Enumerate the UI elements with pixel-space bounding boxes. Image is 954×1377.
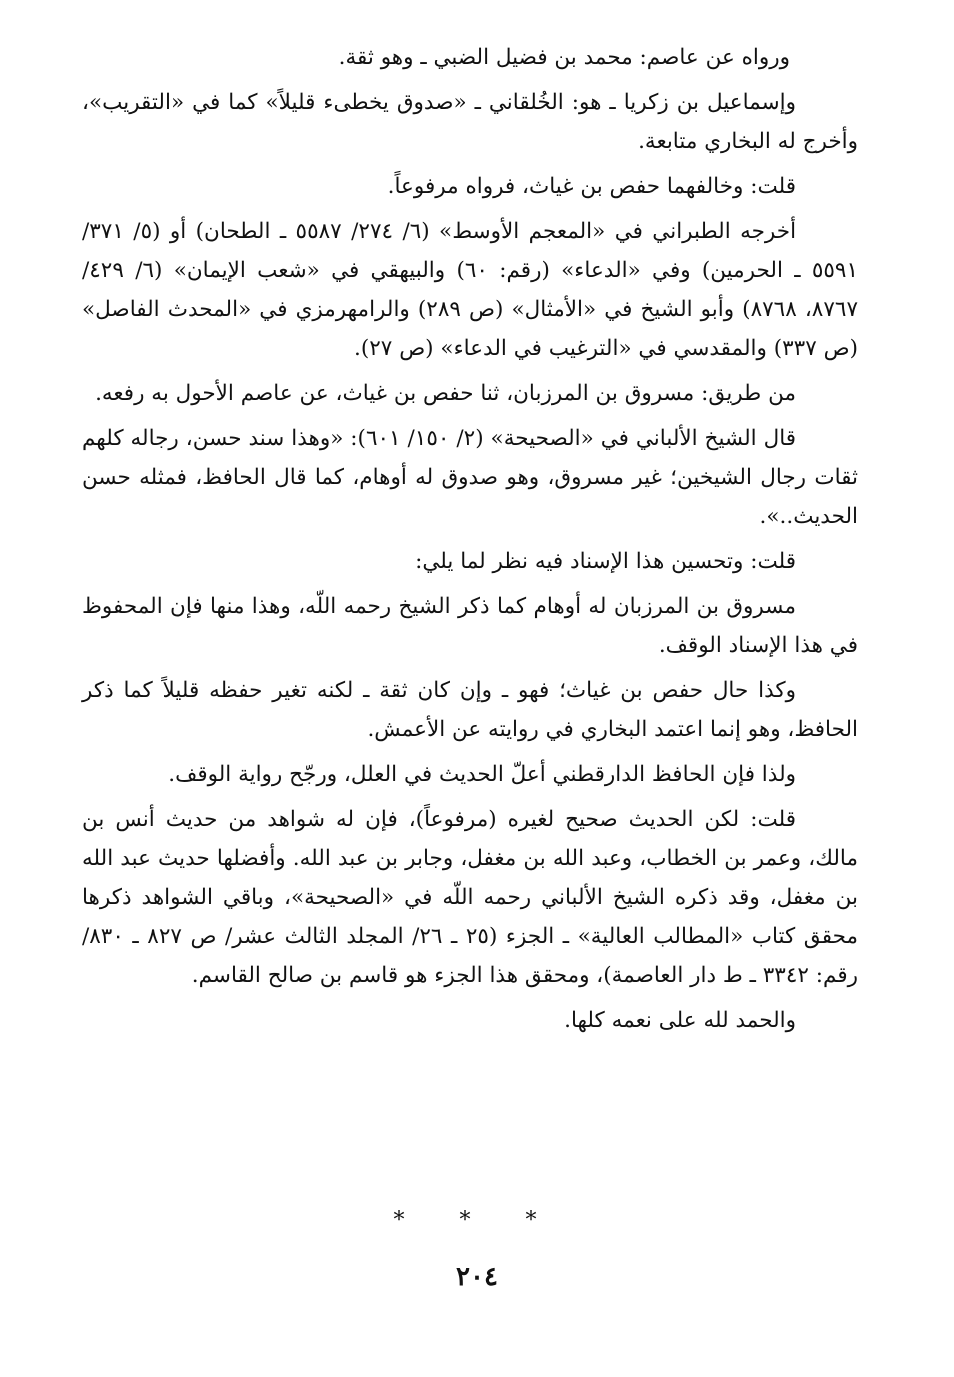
body-text (82, 38, 858, 1046)
paragraph-closing-praise: والحمد لله على نعمه كلها. (564, 1008, 796, 1033)
paragraph-masruq-errors: مسروق بن المرزبان له أوهام كما ذكر الشيخ رحمه اللّه، وهذا منها فإن المحفوظ في هذا الإسناد الوقف. (82, 594, 858, 658)
paragraph-hafs-memory: وكذا حال حفص بن غياث؛ فهو ـ وإن كان ثقة ـ لكنه تغير حفظه قليلاً كما ذكر الحافظ، وهو إنما اعتمد البخاري في روايته عن الأعمش. (82, 678, 858, 742)
paragraph-critique-intro: قلت: وتحسين هذا الإسناد فيه نظر لما يلي: (415, 549, 796, 574)
page-number: ٢٠٤ (456, 1262, 498, 1292)
paragraph-daraqutni: ولذا فإن الحافظ الدارقطني أعلّ الحديث في العلل، ورجّح رواية الوقف. (168, 762, 796, 787)
paragraph-ismail-ibn-zakariya: وإسماعيل بن زكريا ـ هو: الخُلقاني ـ «صدوق يخطىء قليلاً» كما في «التقريب»، وأخرج له البخاري متابعة. (82, 90, 858, 154)
paragraph-narration-asim: ورواه عن عاصم: محمد بن فضيل الضبي ـ وهو ثقة. (338, 45, 790, 70)
paragraph-albani-quote: قال الشيخ الألباني في «الصحيحة» (٢/ ١٥٠/ ٦٠١): «وهذا سند حسن، رجاله كلهم ثقات رجال الشيخين؛ غير مسروق، وهو صدوق له أوهام، كما قال الحافظ، فمثله حسن الحديث..». (82, 426, 858, 529)
paragraph-hafs-disagreement: قلت: وخالفهما حفص بن غياث، فرواه مرفوعاً. (387, 174, 796, 199)
section-separator: * * * (393, 1208, 561, 1233)
paragraph-chain-masruq: من طريق: مسروق بن المرزبان، ثنا حفص بن غياث، عن عاصم الأحول به رفعه. (95, 381, 796, 406)
paragraph-shawahid: قلت: لكن الحديث صحيح لغيره (مرفوعاً)، فإن له شواهد من حديث أنس بن مالك، وعمر بن الخطاب، وعبد الله بن مغفل، وجابر بن عبد الله. وأفضلها حديث عبد الله بن مغفل، وقد ذكره الشيخ الألباني رحمه اللّه في «الصحيحة»، وباقي الشواهد ذكرها محقق كتاب «المطالب العالية» ـ الجزء (٢٥ ـ ٢٦/ المجلد الثالث عشر/ ص ٨٢٧ ـ ٨٣٠/ رقم: ٣٣٤٢ ـ ط دار العاصمة)، ومحقق هذا الجزء هو قاسم بن صالح القاسم. (82, 807, 859, 988)
paragraph-takhrij-sources: أخرجه الطبراني في «المعجم الأوسط» (٦/ ٢٧٤/ ٥٥٨٧ ـ الطحان) أو (٥/ ٣٧١/ ٥٥٩١ ـ الحرمين) وفي «الدعاء» (رقم: ٦٠) والبيهقي في «شعب الإيمان» (٦/ ٤٢٩/ ٨٧٦٧، ٨٧٦٨) وأبو الشيخ في «الأمثال» (ص ٢٨٩) والرامهرمزي في «المحدث الفاصل» (ص ٣٣٧) والمقدسي في «الترغيب في الدعاء» (ص ٢٧). (82, 219, 859, 361)
